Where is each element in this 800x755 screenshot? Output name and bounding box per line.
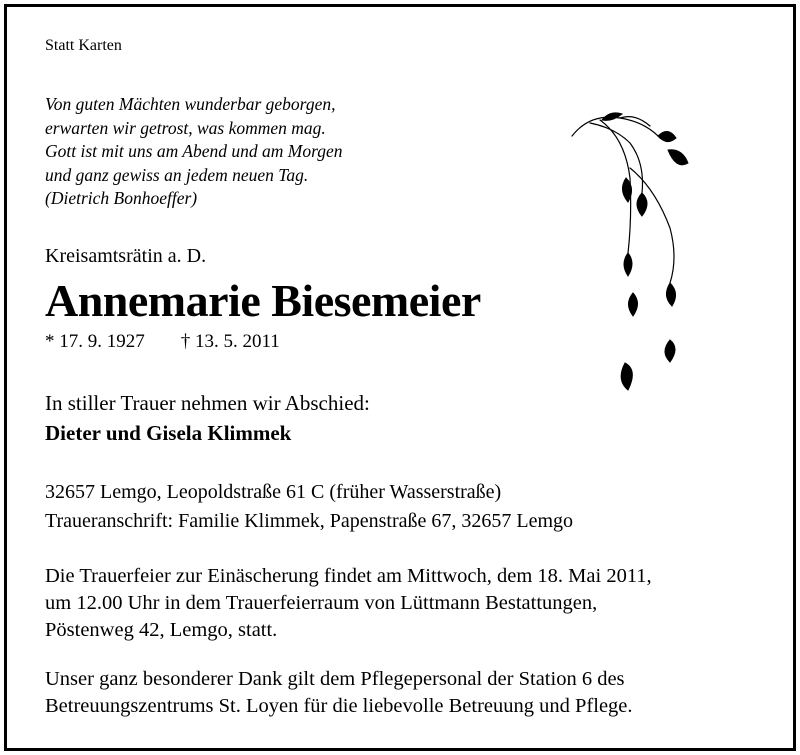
birth-date: * 17. 9. 1927 bbox=[45, 331, 145, 352]
funeral-info bbox=[45, 563, 652, 644]
death-date: † 13. 5. 2011 bbox=[180, 331, 280, 352]
poem-author: (Dietrich Bonhoeffer) bbox=[45, 188, 198, 208]
address-line: Traueranschrift: Familie Klimmek, Papenstraße 67, 32657 Lemgo bbox=[45, 510, 574, 532]
poem bbox=[45, 93, 343, 211]
life-dates bbox=[45, 331, 280, 353]
birch-branch-icon bbox=[570, 108, 700, 408]
address-block bbox=[45, 478, 573, 536]
thanks-line: Betreuungszentrums St. Loyen für die liebevolle Betreuung und Pflege. bbox=[45, 695, 633, 717]
thanks-text bbox=[45, 666, 633, 720]
funeral-line: um 12.00 Uhr in dem Trauerfeierraum von Lüttmann Bestattungen, bbox=[45, 592, 598, 614]
poem-line: und ganz gewiss an jedem neuen Tag. bbox=[45, 164, 309, 185]
notice-header: Statt Karten bbox=[45, 37, 122, 54]
mourners-names: Dieter und Gisela Klimmek bbox=[45, 421, 292, 445]
deceased-name: Annemarie Biesemeier bbox=[45, 275, 481, 326]
thanks-line: Unser ganz besonderer Dank gilt dem Pflegepersonal der Station 6 des bbox=[45, 668, 625, 690]
address-line: 32657 Lemgo, Leopoldstraße 61 C (früher Wasserstraße) bbox=[45, 481, 502, 503]
poem-line: Gott ist mit uns am Abend und am Morgen bbox=[45, 141, 343, 161]
poem-line: erwarten wir getrost, was kommen mag. bbox=[45, 117, 326, 138]
funeral-line: Die Trauerfeier zur Einäscherung findet am Mittwoch, dem 18. Mai 2011, bbox=[45, 565, 652, 587]
farewell-line: In stiller Trauer nehmen wir Abschied: bbox=[45, 391, 370, 415]
deceased-title: Kreisamtsrätin a. D. bbox=[45, 245, 207, 267]
funeral-line: Pöstenweg 42, Lemgo, statt. bbox=[45, 619, 278, 641]
poem-line: Von guten Mächten wunderbar geborgen, bbox=[45, 94, 336, 114]
